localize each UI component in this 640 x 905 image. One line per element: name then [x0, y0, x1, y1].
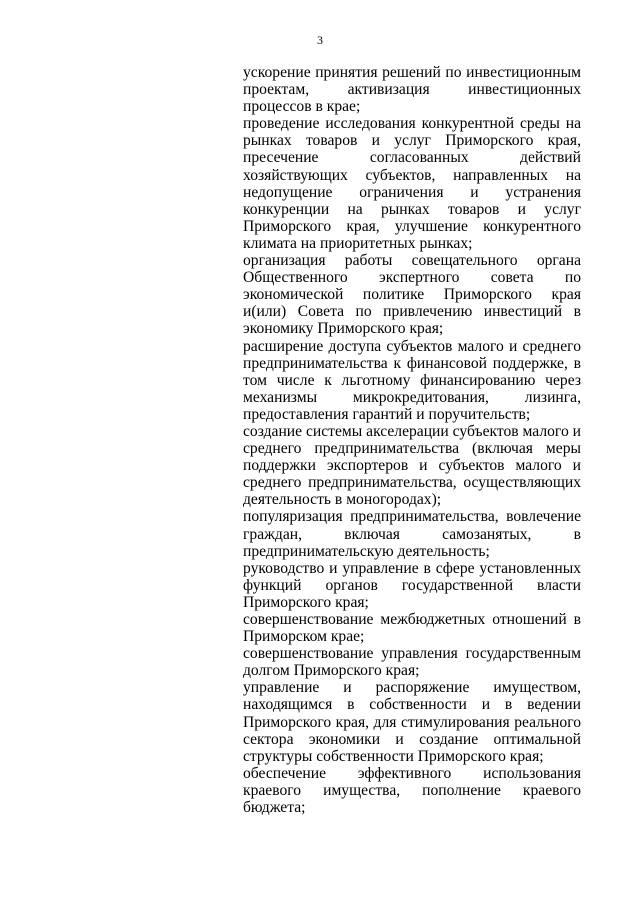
paragraph-competition-research: проведение исследования конкурентной среды на рынках товаров и услуг Приморского края, пресечение согласованных действий хозяйствующих субъектов, направленных на недопущение ограничения и устранения конкуренции на рынках товаров и услуг Приморского края, улучшение конкурентного климата на приоритетных рынках; — [243, 115, 581, 252]
paragraph-state-management: руководство и управление в сфере установленных функций органов государственной власти Приморского края; — [243, 559, 581, 611]
page-number: 3 — [317, 33, 323, 47]
paragraph-interbudget-relations: совершенствование межбюджетных отношений в Приморском крае; — [243, 611, 581, 646]
paragraph-expert-council: организация работы совещательного органа Общественного экспертного совета по экономической политике Приморского края и(или) Совета по привлечению инвестиций в экономику Приморского края; — [243, 252, 581, 338]
paragraph-property-efficiency: обеспечение эффективного использования краевого имущества, пополнение краевого бюджета; — [243, 764, 581, 817]
paragraph-entrepreneurship-popularization: популяризация предпринимательства, вовлечение граждан, включая самозанятых, в предпринимательскую деятельность; — [243, 508, 581, 560]
body-text — [243, 64, 581, 816]
paragraph-financial-support-access: расширение доступа субъектов малого и среднего предпринимательства к финансовой поддержке, в том числе к льготному финансированию через механизмы микрокредитования, лизинга, предоставления гарантий и поручительств; — [243, 337, 581, 423]
paragraph-state-debt: совершенствование управления государственным долгом Приморского края; — [243, 645, 581, 680]
paragraph-acceleration-system: создание системы акселерации субъектов малого и среднего предпринимательства (включая меры поддержки экспортеров и субъектов малого и среднего предпринимательства, осуществляющих деятельность в моногородах); — [243, 422, 581, 509]
paragraph-property-management: управление и распоряжение имуществом, находящимся в собственности и в ведении Приморского края, для стимулирования реального сектора экономики и создание оптимальной структуры собственности Приморского края; — [243, 679, 581, 765]
paragraph-investment-acceleration: ускорение принятия решений по инвестиционным проектам, активизация инвестиционных процессов в крае; — [243, 64, 581, 116]
